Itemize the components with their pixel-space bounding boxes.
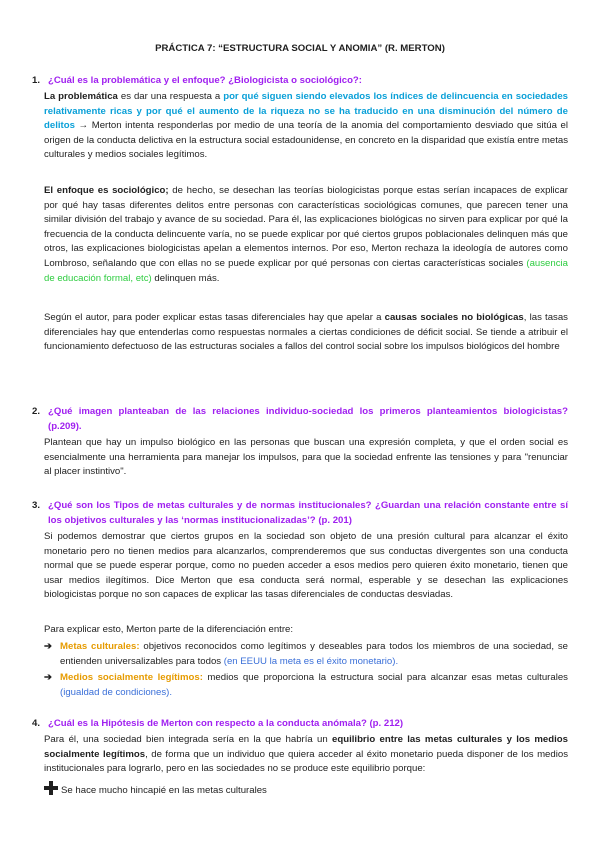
question-text-wrap [48,405,568,434]
q4-paragraph [44,733,568,777]
text-run: Según el autor, para poder explicar estas tasas diferenciales hay que apelar a [44,312,385,323]
question-4 [32,717,568,732]
text-run: medios que proporciona la estructura social para alcanzar esas metas culturales [202,672,568,683]
question-number: 1. [32,75,41,86]
q3-paragraph-2: Para explicar esto, Merton parte de la diferenciación entre: [44,624,294,635]
question-number: 4. [32,718,41,729]
bullet-medios-legitimos [44,671,568,700]
page-ref: (p.209). [48,420,82,432]
term-metas-culturales: Metas culturales: [60,641,140,652]
question-number: 2. [32,406,41,417]
arrow-right-icon: ➔ [44,672,53,683]
text-run: → Merton intenta responderlas por medio de una teoría de la anomia del comportamiento desviado que sitúa el origen de la conducta delictiva en la estructura social estadounidense, en concreto en la disparidad que existía entre metas culturales y medios sociales legítimos. [44,120,568,161]
q1-paragraph-problematica [44,90,568,163]
q1-paragraph-enfoque [44,184,568,286]
page-title: PRÁCTICA 7: “ESTRUCTURA SOCIAL Y ANOMIA” (R. MERTON) [155,43,445,54]
arrow-right-icon: ➔ [44,641,53,652]
problematica-highlight: por qué siguen siendo elevados los índices de delincuencia en sociedades relativamente ricas y por qué el aumento de la riqueza no se ha traducido en una disminución del número de delitos [44,91,569,132]
text-run: , de forma que un individuo que quiera acceder al éxito monetario pueda disponer de los medios institucionales para lograrlo, pero en las sociedades no se produce este equilibrio porque: [44,748,568,775]
question-text: ¿Cuál es la Hipótesis de Merton con respecto a la conducta anómala? [48,718,367,729]
page-ref: (p. 201) [318,514,352,526]
q1-paragraph-autor [44,311,568,355]
question-2 [32,405,568,434]
bullet-metas-culturales [44,640,568,669]
plus-icon [44,781,58,795]
blue-note: (igualdad de condiciones). [60,686,173,698]
text-run: , las tasas diferenciales hay que entenderlas como respuestas normales a ciertas condiciones de déficit social. Se tiende a atribuir el funcionamiento defectuoso de las estructuras sociales a fallos del control social sobre los impulsos biológicos del hombre [44,312,568,353]
question-number: 3. [32,500,41,511]
plus-item-text: Se hace mucho hincapié en las metas culturales [61,785,267,796]
text-run: objetivos reconocidos como legítimos y deseables para todos los miembros de una sociedad, se entienden universalizables para todos [60,641,568,667]
question-text: ¿Qué imagen planteaban de las relaciones individuo-sociedad los primeros planteamientos biologicistas? [48,406,568,417]
q3-paragraph-1: Si podemos demostrar que ciertos grupos en la sociedad son objeto de una presión cultural para alcanzar el éxito monetario pero no tienen medios para alcanzarlos, comprenderemos que sus conductas divergentes son una conducta normal que se puede esperar porque, como no pueden acceder a esos medios pero quieren éxito monetario, tienen que usar medios ilegítimos. Dice Merton que esa conducta será normal, esperable y se desechan las explicaciones biologicistas porque no son capaces de explicar las tasas diferenciales de conductas desviadas. [44,531,568,601]
text-run: es dar una respuesta a [117,91,224,102]
enfoque-lead: El enfoque es sociológico; [44,185,169,196]
text-run: Para él, una sociedad bien integrada sería en la que habría un [44,734,333,745]
question-3 [32,499,568,528]
question-text-wrap [48,717,568,732]
q4-plus-item [44,781,568,799]
question-text: ¿Cuál es la problemática y el enfoque? ¿Biologicista o sociológico?: [48,75,362,86]
q2-paragraph: Plantean que hay un impulso biológico en las personas que buscan una expresión completa, y que el orden social es esencialmente una herramienta para manejar los impulsos, para que la sociedad enfrente las tensiones y para "renunciar al placer instintivo". [44,437,568,478]
text-run: delinquen más. [151,272,220,284]
text-run: de hecho, se desechan las teorías biologicistas porque estas serían incapaces de explicar por qué hay tasas diferentes delitos entre personas con características sociológicas comunes, que parecen tener una similar división del trabajo y avance de su sociedad. Para él, las explicaciones biológicas no sirven para explicar por qué la frecuencia de la conducta delincuente varía, no se puede explicar por qué ciertos grupos poblacionales delinquen más que otros, las explicaciones biologicistas apelan a elementos internos. Por eso, Merton rechaza la ideología de autores como Lombroso, señalando que con ellas no se puede explicar por qué personas con ciertas características sociales [44,185,568,269]
question-text: ¿Qué son los Tipos de metas culturales y de normas institucionales? ¿Guardan una relación constante entre sí los objetivos culturales y las ‘normas institucionalizadas’? [48,500,568,526]
green-note: (ausencia de educación formal, etc) [44,257,568,284]
question-1 [32,74,568,89]
term-medios-legitimos: Medios socialmente legítimos: [60,672,203,683]
page-ref: (p. 212) [369,718,404,729]
problematica-lead: La problemática [44,91,118,102]
question-text-wrap [48,499,568,528]
blue-note: (en EEUU la meta es el éxito monetario). [223,655,399,667]
bold-run: equilibrio entre las metas culturales y los medios socialmente legítimos [44,734,568,760]
bold-run: causas sociales no biológicas [384,312,524,323]
